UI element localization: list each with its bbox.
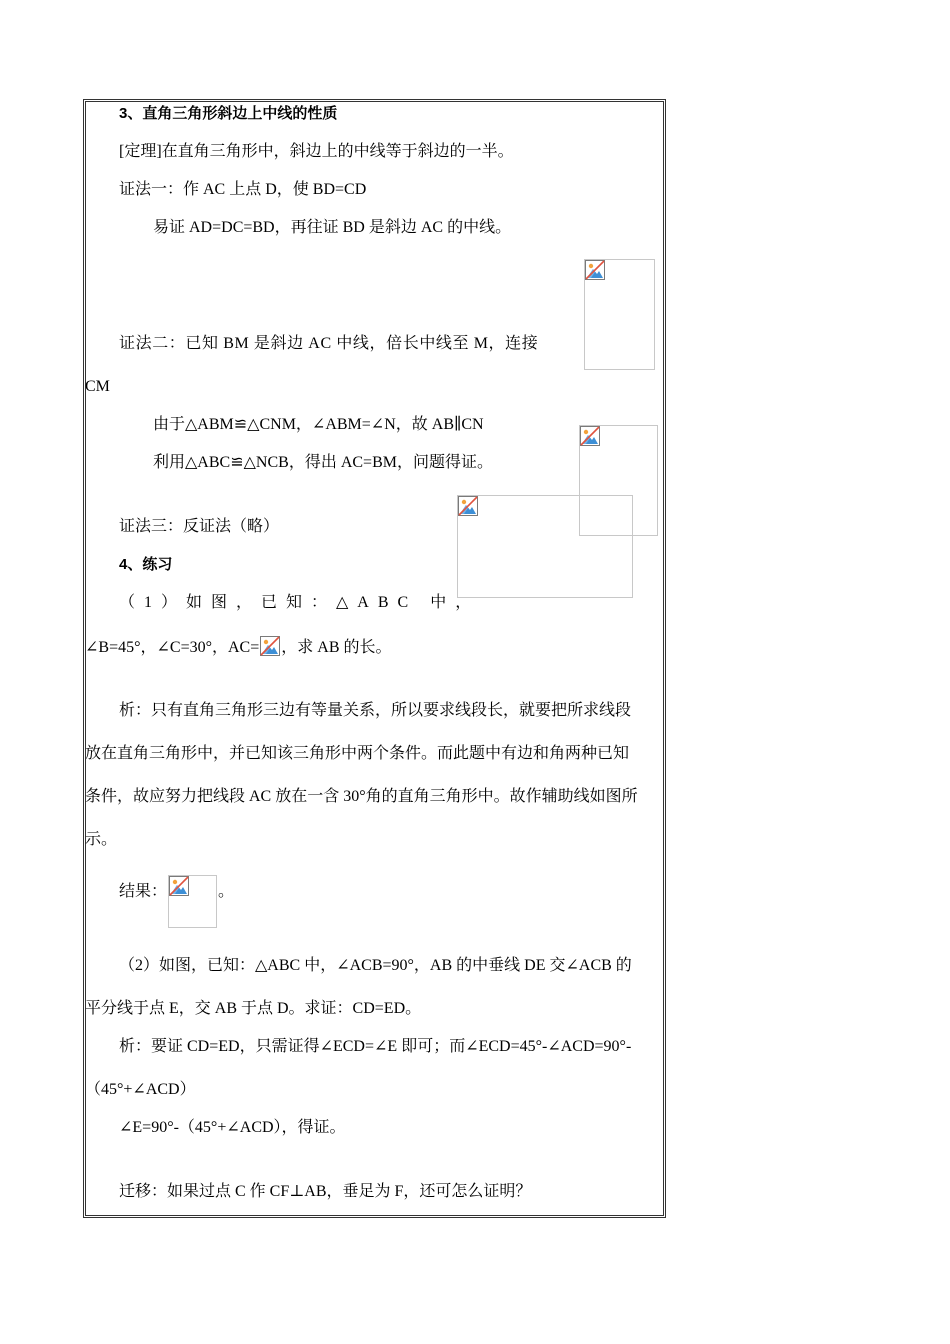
result-period: 。 [218,883,235,900]
section-heading-3: 3、直角三角形斜边上中线的性质 [119,105,338,122]
analysis-1-line-1: 析：只有直角三角形三边有等量关系，所以要求线段长，就要把所求线段 [119,702,632,719]
analysis-2-line-1: 析：要证 CD=ED，只需证得∠ECD=∠E 即可；而∠ECD=45°-∠ACD=90°- [119,1038,632,1055]
figure-image [457,495,633,598]
broken-image-icon [580,426,600,446]
exercise-1-given-suffix: ，求 AB 的长。 [281,639,392,656]
broken-image-icon [169,876,189,896]
analysis-1-line-2: 放在直角三角形中，并已知该三角形中两个条件。而此题中有边和角两种已知 [85,745,630,762]
section-heading-4: 4、练习 [119,556,173,573]
broken-image-icon [260,636,280,656]
analysis-2-line-3: ∠E=90°-（45°+∠ACD），得证。 [119,1119,346,1136]
transfer-question: 迁移：如果过点 C 作 CF⊥AB，垂足为 F，还可怎么证明？ [119,1183,532,1200]
proof-one-title: 证法一：作 AC 上点 D，使 BD=CD [119,181,367,198]
figure-image [584,259,655,370]
analysis-2-line-2: （45°+∠ACD） [85,1081,196,1098]
proof-two-text: 证法二：已知 BM 是斜边 AC 中线，倍长中线至 M，连接 [119,335,539,352]
result-label: 结果： [119,883,168,900]
proof-two-step-2: 利用△ABC≌△NCB，得出 AC=BM，问题得证。 [153,454,493,471]
proof-two-step-1: 由于△ABM≌△CNM，∠ABM=∠N，故 AB∥CN [153,416,484,433]
proof-two-continued: CM [85,378,110,395]
exercise-1-given-prefix: ∠B=45°，∠C=30°，AC= [85,639,260,656]
theorem-text: [定理]在直角三角形中，斜边上的中线等于斜边的一半。 [119,143,514,160]
result-image [168,875,217,928]
proof-one-body: 易证 AD=DC=BD，再往证 BD 是斜边 AC 的中线。 [153,219,512,236]
exercise-2-line-1: （2）如图，已知：△ABC 中，∠ACB=90°，AB 的中垂线 DE 交∠ACB 的 [119,957,632,974]
broken-image-icon [585,260,605,280]
broken-image-icon [458,496,478,516]
exercise-1-title: （1）如图，已知：△ABC 中， [119,594,481,611]
analysis-1-line-3: 条件，故应努力把线段 AC 放在一含 30°角的直角三角形中。故作辅助线如图所 [85,788,638,805]
proof-three-text: 证法三：反证法（略） [119,518,280,535]
analysis-1-line-4: 示。 [85,831,118,848]
exercise-2-line-2: 平分线于点 E，交 AB 于点 D。求证：CD=ED。 [85,1000,422,1017]
exercise-1-given [85,636,392,658]
